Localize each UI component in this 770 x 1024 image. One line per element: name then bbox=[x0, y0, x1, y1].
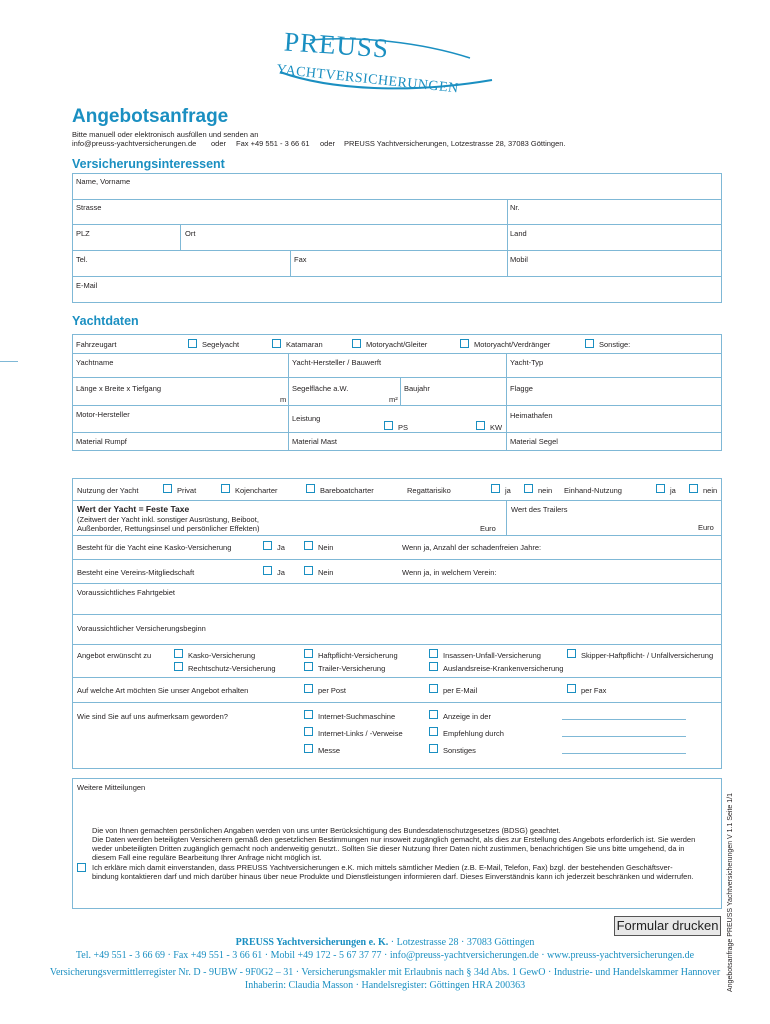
print-form-button[interactable]: Formular drucken bbox=[614, 916, 721, 936]
label-motoryacht-gleiter: Motoryacht/Gleiter bbox=[366, 340, 428, 349]
intro-or2: oder bbox=[320, 139, 336, 148]
checkbox-verein-ja[interactable] bbox=[263, 566, 272, 575]
ort-field[interactable] bbox=[181, 238, 506, 250]
label-rechtschutz: Rechtschutz-Versicherung bbox=[188, 664, 276, 673]
label-internet-links: Internet-Links / -Verweise bbox=[318, 729, 403, 738]
anzeige-input-line[interactable] bbox=[562, 719, 686, 720]
beginn-field[interactable] bbox=[73, 634, 721, 643]
checkbox-internet-links[interactable] bbox=[304, 727, 313, 736]
label-segelflaeche: Segelfläche a.W. bbox=[292, 384, 349, 393]
label-bareboatcharter: Bareboatcharter bbox=[320, 486, 374, 495]
checkbox-auslandsreise[interactable] bbox=[429, 662, 438, 671]
label-sonstige: Sonstige: bbox=[599, 340, 631, 349]
checkbox-verein-nein[interactable] bbox=[304, 566, 313, 575]
label-art-question: Auf welche Art möchten Sie unser Angebot erhalten bbox=[77, 686, 249, 695]
checkbox-skipper[interactable] bbox=[567, 649, 576, 658]
label-leistung: Leistung bbox=[292, 414, 321, 423]
intro-email: info@preuss-yachtversicherungen.de bbox=[72, 139, 197, 148]
label-masse: Länge x Breite x Tiefgang bbox=[76, 384, 162, 393]
label-einhand-nein: nein bbox=[703, 486, 718, 495]
mobil-field[interactable] bbox=[508, 264, 721, 276]
trailer-field[interactable] bbox=[507, 514, 695, 534]
consent-text-line: bindung kontaktieren darf und mich darüber hinaus über neue Produkte und Dienstleistungen informieren darf. Dieses Einverständnis kann ich jederzeit beschränken und widerrufen. bbox=[92, 872, 694, 881]
label-kasko-question: Besteht für die Yacht eine Kasko-Versicherung bbox=[77, 543, 232, 552]
label-ps: PS bbox=[398, 423, 409, 432]
label-land: Land bbox=[510, 229, 527, 238]
label-empfehlung: Empfehlung durch bbox=[443, 729, 504, 738]
label-wert-title: Wert der Yacht = Feste Taxe bbox=[77, 504, 190, 514]
segelflaeche-field[interactable] bbox=[289, 393, 387, 404]
label-sonstiges: Sonstiges bbox=[443, 746, 476, 755]
label-hersteller: Yacht-Hersteller / Bauwerft bbox=[292, 358, 382, 367]
checkbox-sonstige[interactable] bbox=[585, 339, 594, 348]
motor-field[interactable] bbox=[73, 419, 287, 431]
label-plz: PLZ bbox=[76, 229, 90, 238]
checkbox-bareboatcharter[interactable] bbox=[306, 484, 315, 493]
label-fahrtgebiet: Voraussichtliches Fahrtgebiet bbox=[77, 588, 175, 597]
checkbox-kasko-ja[interactable] bbox=[263, 541, 272, 550]
nr-field[interactable] bbox=[508, 212, 721, 224]
label-kw: KW bbox=[490, 423, 503, 432]
label-rumpf: Material Rumpf bbox=[76, 437, 127, 446]
label-ort: Ort bbox=[185, 229, 196, 238]
checkbox-sonstiges[interactable] bbox=[429, 744, 438, 753]
segel-field[interactable] bbox=[507, 433, 721, 450]
sonstiges-input-line[interactable] bbox=[562, 753, 686, 754]
consent-text-line: Die von Ihnen gemachten persönlichen Angaben werden von uns unter Berücksichtigung des Bundesdatenschutzgesetzes (BDSG) geachtet. bbox=[92, 826, 561, 835]
label-regatta-nein: nein bbox=[538, 486, 553, 495]
label-segelyacht: Segelyacht bbox=[202, 340, 240, 349]
label-haftpflicht: Haftpflicht-Versicherung bbox=[318, 651, 398, 660]
label-motoryacht-verdraenger: Motoryacht/Verdränger bbox=[474, 340, 551, 349]
checkbox-motoryacht-verdraenger[interactable] bbox=[460, 339, 469, 348]
tel-field[interactable] bbox=[73, 264, 289, 276]
label-email: E-Mail bbox=[76, 281, 98, 290]
label-wert-line1: (Zeitwert der Yacht inkl. sonstiger Ausrüstung, Beiboot, bbox=[77, 515, 259, 524]
checkbox-einhand-nein[interactable] bbox=[689, 484, 698, 493]
label-insassen: Insassen-Unfall-Versicherung bbox=[443, 651, 541, 660]
label-kasko-ja: Ja bbox=[277, 543, 285, 552]
label-privat: Privat bbox=[177, 486, 197, 495]
label-nr: Nr. bbox=[510, 203, 520, 212]
typ-field[interactable] bbox=[507, 366, 721, 377]
label-fahrzeugart: Fahrzeugart bbox=[76, 340, 117, 349]
label-katamaran: Katamaran bbox=[286, 340, 323, 349]
section-title-yachtdaten: Yachtdaten bbox=[72, 314, 139, 328]
rumpf-field[interactable] bbox=[73, 433, 287, 450]
checkbox-messe[interactable] bbox=[304, 744, 313, 753]
yachtname-field[interactable] bbox=[73, 366, 287, 377]
checkbox-per-post[interactable] bbox=[304, 684, 313, 693]
label-angebot: Angebot erwünscht zu bbox=[77, 651, 152, 660]
label-beginn: Voraussichtlicher Versicherungsbeginn bbox=[77, 624, 206, 633]
label-auslandsreise: Auslandsreise-Krankenversicherung bbox=[443, 664, 564, 673]
label-messe: Messe bbox=[318, 746, 341, 755]
intro-line1: Bitte manuell oder elektronisch ausfüllen und senden an bbox=[72, 130, 259, 139]
footer-address: · Lotzestrasse 28 · 37083 Göttingen bbox=[388, 937, 535, 948]
baujahr-field[interactable] bbox=[401, 393, 505, 404]
label-trailer: Wert des Trailers bbox=[511, 505, 568, 514]
checkbox-trailer[interactable] bbox=[304, 662, 313, 671]
checkbox-kw[interactable] bbox=[476, 421, 485, 430]
label-typ: Yacht-Typ bbox=[510, 358, 544, 367]
label-kasko-versicherung: Kasko-Versicherung bbox=[188, 651, 256, 660]
checkbox-rechtschutz[interactable] bbox=[174, 662, 183, 671]
checkbox-regatta-nein[interactable] bbox=[524, 484, 533, 493]
label-tel: Tel. bbox=[76, 255, 88, 264]
checkbox-per-fax[interactable] bbox=[567, 684, 576, 693]
mast-field[interactable] bbox=[289, 433, 505, 450]
label-flagge: Flagge bbox=[510, 384, 533, 393]
empfehlung-input-line[interactable] bbox=[562, 736, 686, 737]
label-per-email: per E-Mail bbox=[443, 686, 478, 695]
label-weitere: Weitere Mitteilungen bbox=[77, 783, 146, 792]
flagge-field[interactable] bbox=[507, 393, 721, 404]
label-segel: Material Segel bbox=[510, 437, 558, 446]
schadenfrei-field[interactable] bbox=[550, 537, 720, 558]
unit-m: m bbox=[280, 395, 287, 404]
checkbox-consent[interactable] bbox=[77, 863, 86, 872]
footer-line1 bbox=[0, 937, 770, 948]
label-kasko-follow: Wenn ja, Anzahl der schadenfreien Jahre: bbox=[402, 543, 542, 552]
section-title-versicherungsinteressent: Versicherungsinteressent bbox=[72, 157, 225, 171]
label-heimathafen: Heimathafen bbox=[510, 411, 553, 420]
logo bbox=[270, 28, 500, 110]
label-motor: Motor-Hersteller bbox=[76, 410, 130, 419]
checkbox-ps[interactable] bbox=[384, 421, 393, 430]
intro-or1: oder bbox=[211, 139, 227, 148]
checkbox-insassen[interactable] bbox=[429, 649, 438, 658]
label-verein-nein: Nein bbox=[318, 568, 334, 577]
label-mobil: Mobil bbox=[510, 255, 528, 264]
consent-text-line: Die Daten werden beteiligten Versicherern gemäß den gesetzlichen Bestimmungen nur insoweit zugänglich gemacht, als dies zur Erstellung des Angebots erforderlich ist. Sie werden bbox=[92, 835, 696, 844]
fahrtgebiet-field[interactable] bbox=[73, 597, 721, 613]
version-sidenote: Angebotsanfrage PREUSS Yachtversicherungen V 1.1 Seite 1/1 bbox=[727, 793, 734, 992]
label-mast: Material Mast bbox=[292, 437, 338, 446]
plz-field[interactable] bbox=[73, 238, 179, 250]
checkbox-einhand-ja[interactable] bbox=[656, 484, 665, 493]
verein-field[interactable] bbox=[530, 561, 720, 582]
label-street: Strasse bbox=[76, 203, 102, 212]
checkbox-per-email[interactable] bbox=[429, 684, 438, 693]
intro-fax: Fax +49 551 - 3 66 61 bbox=[236, 139, 310, 148]
logo-preuss: PREUSS bbox=[283, 26, 391, 64]
masse-field[interactable] bbox=[73, 393, 277, 404]
weitere-field[interactable] bbox=[73, 793, 721, 823]
footer-register: Versicherungsvermittlerregister Nr. D - 9UBW - 9F0G2 – 31 · Versicherungsmakler mit Erlaubnis nach § 34d Abs. 1 GewO · Industrie- und Handelskammer Hannover bbox=[49, 967, 721, 978]
label-verein-follow: Wenn ja, in welchem Verein: bbox=[402, 568, 497, 577]
label-nutzung: Nutzung der Yacht bbox=[77, 486, 139, 495]
street-field[interactable] bbox=[73, 212, 506, 224]
logo-yachtversicherungen: YACHTVERSICHERUNGEN bbox=[275, 62, 460, 97]
label-per-fax: per Fax bbox=[581, 686, 607, 695]
checkbox-segelyacht[interactable] bbox=[188, 339, 197, 348]
label-euro-wert: Euro bbox=[480, 524, 496, 533]
footer-company: PREUSS Yachtversicherungen e. K. bbox=[235, 937, 389, 948]
label-trailer-versicherung: Trailer-Versicherung bbox=[318, 664, 386, 673]
label-name: Name, Vorname bbox=[76, 177, 131, 186]
label-yachtname: Yachtname bbox=[76, 358, 114, 367]
label-kojencharter: Kojencharter bbox=[235, 486, 278, 495]
checkbox-suchmaschine[interactable] bbox=[304, 710, 313, 719]
label-skipper: Skipper-Haftpflicht- / Unfallversicherung bbox=[581, 651, 714, 660]
label-wert-line2: Außenborder, Rettungsinsel und persönlicher Effekten) bbox=[77, 524, 260, 533]
heimathafen-field[interactable] bbox=[507, 420, 721, 431]
checkbox-regatta-ja[interactable] bbox=[491, 484, 500, 493]
label-aufmerksam-question: Wie sind Sie auf uns aufmerksam geworden? bbox=[77, 712, 228, 721]
label-suchmaschine: Internet-Suchmaschine bbox=[318, 712, 396, 721]
email-field[interactable] bbox=[73, 290, 721, 302]
label-fax: Fax bbox=[294, 255, 307, 264]
land-field[interactable] bbox=[508, 238, 721, 250]
checkbox-kojencharter[interactable] bbox=[221, 484, 230, 493]
footer-contact: Tel. +49 551 - 3 66 69 · Fax +49 551 - 3 66 61 · Mobil +49 172 - 5 67 37 77 · info@preuss-yachtversicherungen.de · www.preuss-yachtversicherungen.de bbox=[75, 950, 695, 961]
label-verein-ja: Ja bbox=[277, 568, 285, 577]
consent-text-line: Ich erkläre mich damit einverstanden, dass PREUSS Yachtversicherungen e.K. mich mittels sämtlicher Medien (z.B. E-Mail, Telefon, Fax) bzgl. der bestehenden Geschäftsver- bbox=[92, 863, 673, 872]
consent-text-line: weder unbeteiligten Dritten zugänglich gemacht noch anderweitig genutzt.. Sollten Sie dieser Nutzung Ihrer Daten nicht zustimmen, benachrichtigen Sie uns bitte umgehend, da in bbox=[92, 844, 685, 853]
label-anzeige: Anzeige in der bbox=[443, 712, 491, 721]
label-einhand-ja: ja bbox=[670, 486, 676, 495]
consent-text-line: diesem Fall eine reguläre Bearbeitung Ihrer Anfrage nicht möglich ist. bbox=[92, 853, 322, 862]
checkbox-kasko-versicherung[interactable] bbox=[174, 649, 183, 658]
page-title: Angebotsanfrage bbox=[72, 106, 229, 127]
checkbox-katamaran[interactable] bbox=[272, 339, 281, 348]
hersteller-field[interactable] bbox=[289, 366, 505, 377]
wert-field[interactable] bbox=[300, 503, 475, 534]
label-einhand: Einhand-Nutzung bbox=[564, 486, 622, 495]
checkbox-motoryacht-gleiter[interactable] bbox=[352, 339, 361, 348]
label-baujahr: Baujahr bbox=[404, 384, 430, 393]
label-per-post: per Post bbox=[318, 686, 346, 695]
label-regattarisiko: Regattarisiko bbox=[407, 486, 451, 495]
label-verein-question: Besteht eine Vereins-Mitgliedschaft bbox=[77, 568, 195, 577]
name-field[interactable] bbox=[73, 186, 721, 199]
footer-owner: Inhaberin: Claudia Masson · Handelsregister: Göttingen HRA 200363 bbox=[244, 980, 526, 991]
checkbox-anzeige[interactable] bbox=[429, 710, 438, 719]
checkbox-haftpflicht[interactable] bbox=[304, 649, 313, 658]
checkbox-kasko-nein[interactable] bbox=[304, 541, 313, 550]
checkbox-empfehlung[interactable] bbox=[429, 727, 438, 736]
intro-address: PREUSS Yachtversicherungen, Lotzestrasse 28, 37083 Göttingen. bbox=[344, 139, 566, 148]
label-kasko-nein: Nein bbox=[318, 543, 334, 552]
checkbox-privat[interactable] bbox=[163, 484, 172, 493]
label-regatta-ja: ja bbox=[505, 486, 511, 495]
unit-m2: m² bbox=[389, 395, 398, 404]
label-euro-trailer: Euro bbox=[698, 523, 714, 532]
fax-field[interactable] bbox=[291, 264, 506, 276]
